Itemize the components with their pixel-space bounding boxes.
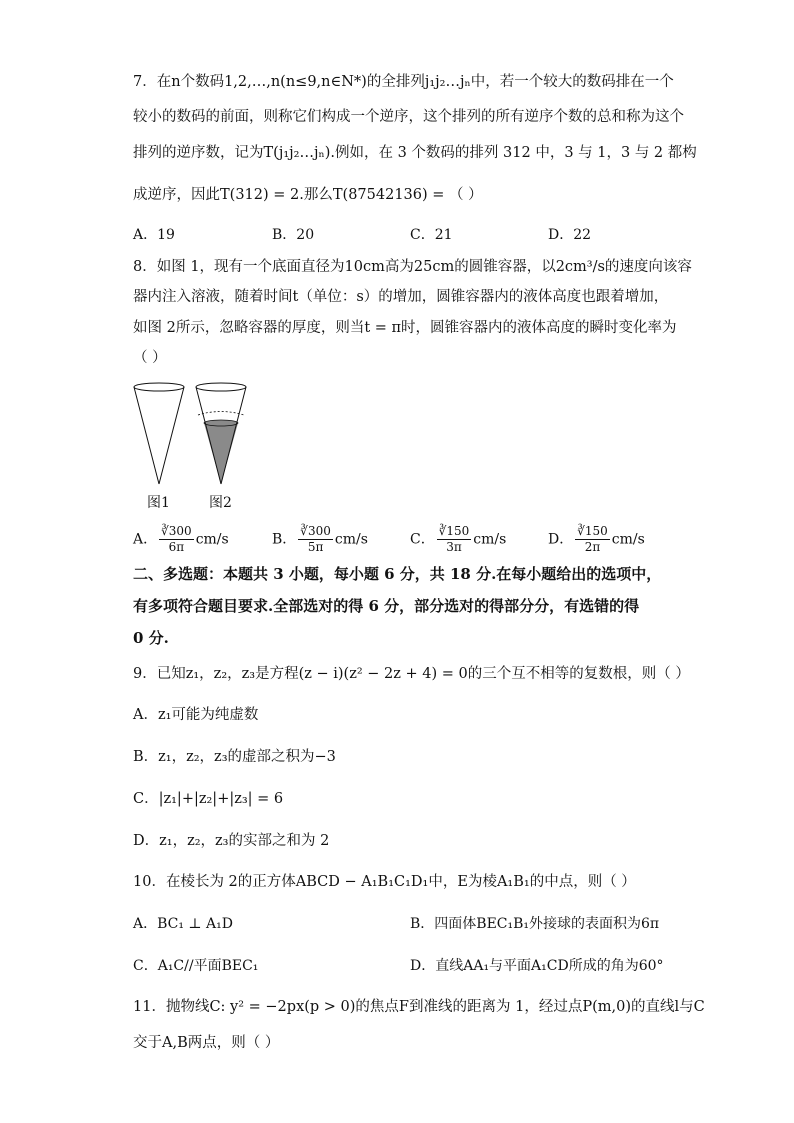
q7-option-b: B．20	[272, 227, 315, 243]
q8-option-c-unit: cm/s	[473, 531, 507, 548]
q11-line-2: 交于A,B两点，则（ ）	[133, 1035, 280, 1051]
cone-diagram	[125, 378, 255, 493]
q8-option-b-denominator: 5π	[307, 540, 324, 554]
q8-option-d-unit: cm/s	[611, 531, 645, 548]
q8-option-a-denominator: 6π	[168, 540, 185, 554]
q8-option-c-numerator: ∛150	[438, 524, 470, 538]
q7-line-3: 排列的逆序数，记为T(j₁j₂…jₙ).例如，在 3 个数码的排列 312 中，3 与 1，3 与 2 都构	[133, 145, 697, 161]
section-2-heading-line-2: 有多项符合题目要求.全部选对的得 6 分，部分选对的得部分分，有选错的得	[133, 597, 640, 615]
q7-line-2: 较小的数码的前面，则称它们构成一个逆序，这个排列的所有逆序个数的总和称为这个	[133, 109, 684, 125]
section-2-heading-line-3: 0 分.	[133, 629, 169, 647]
q8-line-4: （ ）	[133, 350, 167, 366]
q7-option-d: D．22	[548, 227, 592, 243]
cone-figures	[125, 378, 255, 513]
q9-option-a: A．z₁可能为纯虚数	[133, 707, 259, 723]
q10-option-c: C．A₁C//平面BEC₁	[133, 958, 259, 974]
q7-line-1: 7．在n个数码1,2,…,n(n≤9,n∈N*)的全排列j₁j₂…jₙ中，若一个较大的数码排在一个	[133, 74, 674, 90]
q8-option-d-fraction	[575, 524, 610, 555]
q9-option-b: B．z₁，z₂，z₃的虚部之积为−3	[133, 749, 336, 765]
q11-line-1: 11．抛物线C: y² = −2px(p > 0)的焦点F到准线的距离为 1，经过点P(m,0)的直线l与C	[133, 999, 705, 1015]
figure-2-caption: 图2	[209, 495, 232, 511]
q8-option-b-fraction	[298, 524, 333, 555]
q8-option-c-letter: C．	[410, 531, 435, 548]
q10-option-a: A．BC₁ ⊥ A₁D	[133, 916, 233, 932]
q8-option-d-denominator: 2π	[584, 540, 601, 554]
q8-option-c-fraction	[437, 524, 472, 555]
q8-option-b	[272, 524, 368, 555]
q7-line-4: 成逆序，因此T(312) = 2.那么T(87542136) = （ ）	[133, 187, 483, 203]
q8-option-c-denominator: 3π	[446, 540, 462, 554]
q8-option-d-letter: D．	[548, 531, 574, 548]
q8-option-a	[133, 524, 229, 555]
q8-line-1: 8．如图 1，现有一个底面直径为10cm高为25cm的圆锥容器，以2cm³/s的速度向该容	[133, 259, 692, 275]
q8-option-d	[548, 524, 645, 555]
figure-1-caption: 图1	[147, 495, 170, 511]
q7-option-a: A．19	[133, 227, 175, 243]
cone-figure-1	[134, 383, 184, 484]
q8-line-3: 如图 2所示，忽略容器的厚度，则当t = π时，圆锥容器内的液体高度的瞬时变化率为	[133, 320, 677, 336]
q10-option-d: D．直线AA₁与平面A₁CD所成的角为60°	[410, 958, 664, 974]
q10-stem: 10．在棱长为 2的正方体ABCD − A₁B₁C₁D₁中，E为棱A₁B₁的中点，则（ ）	[133, 874, 636, 890]
q9-option-c: C．|z₁|+|z₂|+|z₃| = 6	[133, 791, 284, 807]
q8-option-b-letter: B．	[272, 531, 297, 548]
q7-option-c: C．21	[410, 227, 453, 243]
q8-option-a-letter: A．	[133, 531, 158, 548]
q8-option-b-numerator: ∛300	[300, 524, 331, 538]
q10-option-b: B．四面体BEC₁B₁外接球的表面积为6π	[410, 916, 660, 932]
q9-option-d: D．z₁，z₂，z₃的实部之和为 2	[133, 833, 330, 849]
section-2-heading-line-1: 二、多选题：本题共 3 小题，每小题 6 分，共 18 分.在每小题给出的选项中，	[133, 565, 662, 583]
q8-option-a-unit: cm/s	[195, 531, 229, 548]
q9-stem: 9．已知z₁，z₂，z₃是方程(z − i)(z² − 2z + 4) = 0的三个互不相等的复数根，则（ ）	[133, 666, 690, 682]
q8-option-a-numerator: ∛300	[161, 524, 192, 538]
q8-option-b-unit: cm/s	[334, 531, 368, 548]
q8-option-d-numerator: ∛150	[577, 524, 608, 538]
q8-line-2: 器内注入溶液，随着时间t（单位：s）的增加，圆锥容器内的液体高度也跟着增加，	[133, 289, 669, 305]
q8-option-c	[410, 524, 506, 555]
cone-figure-2	[196, 383, 246, 484]
q8-option-a-fraction	[159, 524, 194, 555]
